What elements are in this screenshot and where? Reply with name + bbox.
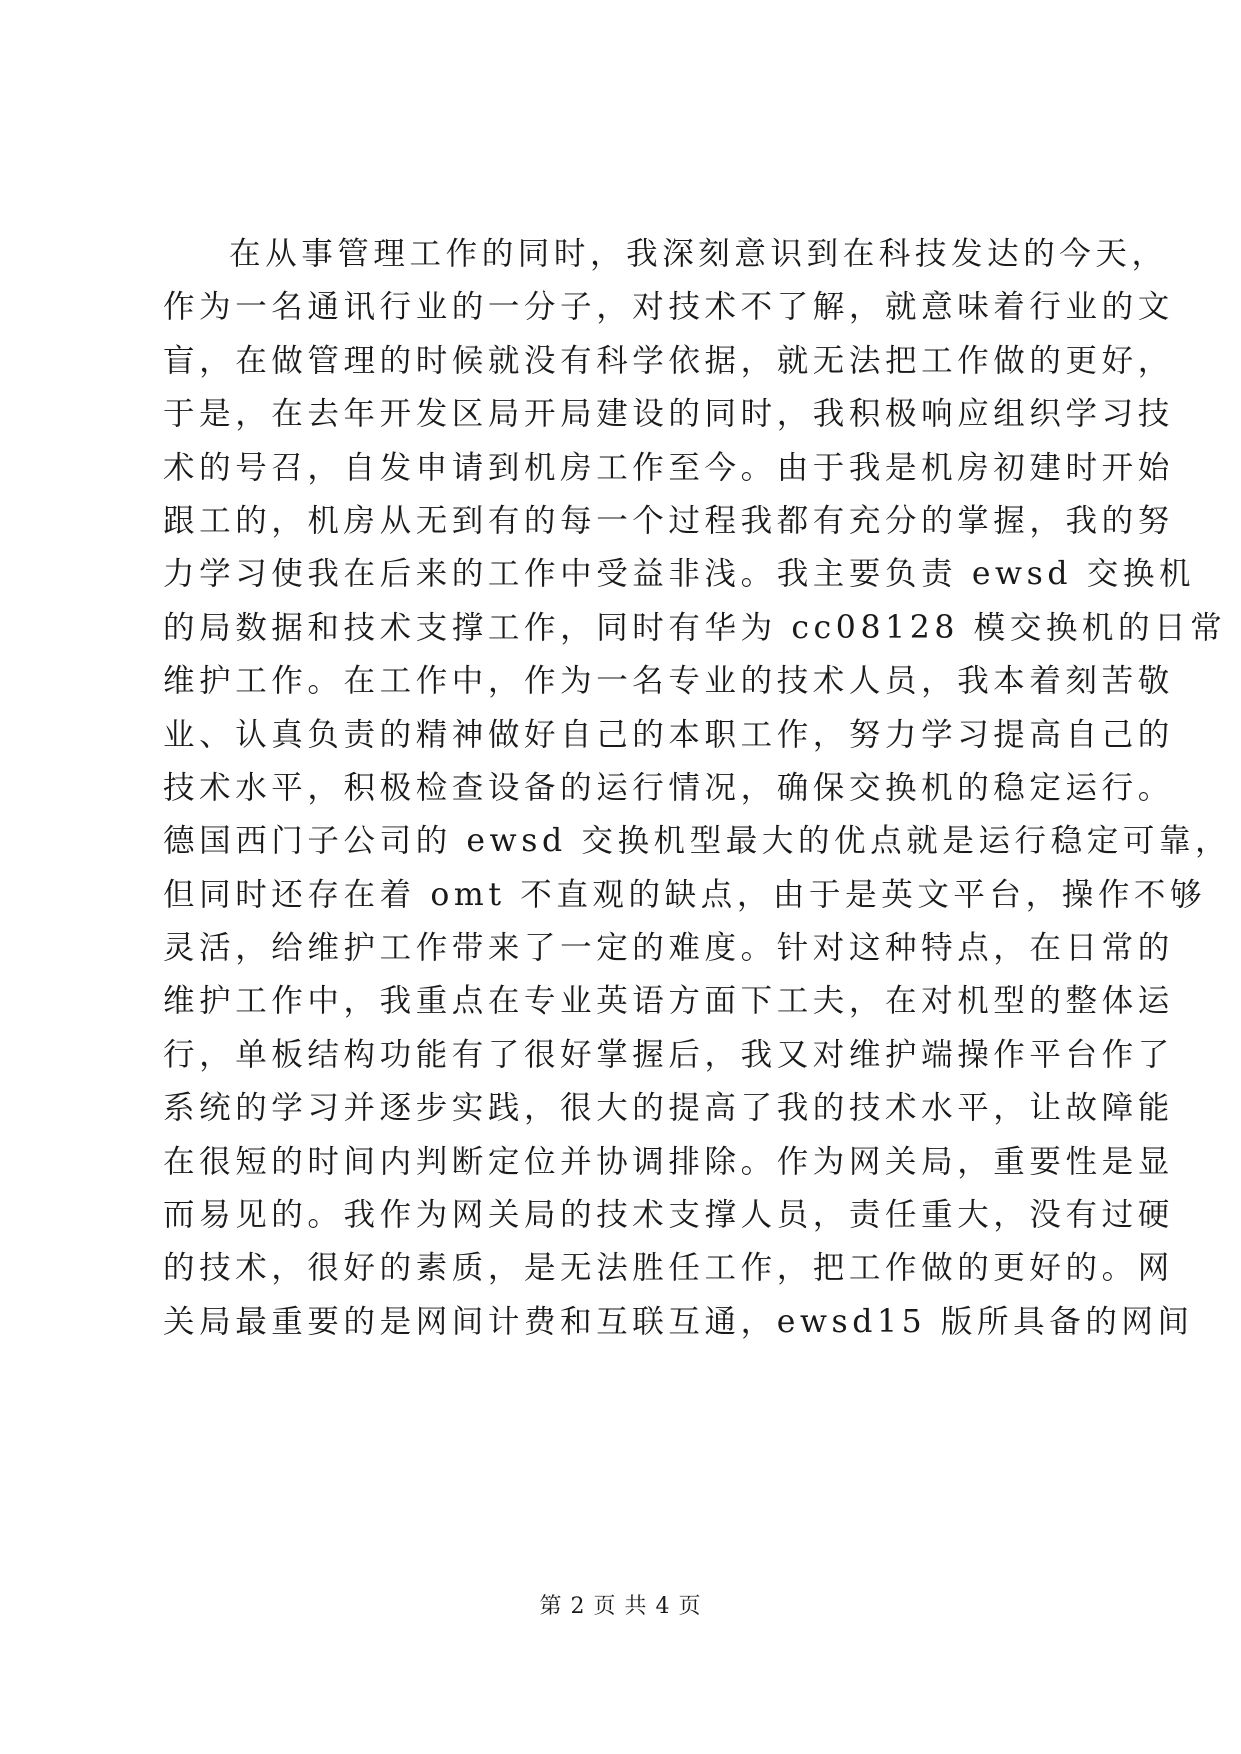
text-line: 的局数据和技术支撑工作，同时有华为 cc08128 模交换机的日常 bbox=[163, 609, 1227, 646]
text-line: 系统的学习并逐步实践，很大的提高了我的技术水平，让故障能 bbox=[163, 1090, 1174, 1127]
text-line: 关局最重要的是网间计费和互联互通，ewsd15 版所具备的网间 bbox=[163, 1303, 1194, 1340]
body-paragraph bbox=[163, 228, 1232, 1349]
page-number: 第 2 页 共 4 页 bbox=[539, 1594, 702, 1619]
text-line: 维护工作中，我重点在专业英语方面下工夫，在对机型的整体运 bbox=[163, 983, 1174, 1020]
text-line: 行，单板结构功能有了很好掌握后，我又对维护端操作平台作了 bbox=[163, 1036, 1174, 1073]
text-line: 盲，在做管理的时候就没有科学依据，就无法把工作做的更好， bbox=[163, 342, 1174, 379]
text-line: 技术水平，积极检查设备的运行情况，确保交换机的稳定运行。 bbox=[163, 769, 1174, 806]
text-line: 而易见的。我作为网关局的技术支撑人员，责任重大，没有过硬 bbox=[163, 1197, 1174, 1234]
text-line: 维护工作。在工作中，作为一名专业的技术人员，我本着刻苦敬 bbox=[163, 663, 1174, 700]
text-line: 德国西门子公司的 ewsd 交换机型最大的优点就是运行稳定可靠， bbox=[163, 823, 1232, 860]
text-line: 灵活，给维护工作带来了一定的难度。针对这种特点，在日常的 bbox=[163, 930, 1174, 967]
text-line: 于是，在去年开发区局开局建设的同时，我积极响应组织学习技 bbox=[163, 396, 1174, 433]
text-line: 的技术，很好的素质，是无法胜任工作，把工作做的更好的。网 bbox=[163, 1250, 1174, 1287]
text-line: 在很短的时间内判断定位并协调排除。作为网关局，重要性是显 bbox=[163, 1143, 1174, 1180]
text-line: 跟工的，机房从无到有的每一个过程我都有充分的掌握，我的努 bbox=[163, 502, 1174, 539]
text-line: 力学习使我在后来的工作中受益非浅。我主要负责 ewsd 交换机 bbox=[163, 556, 1196, 593]
text-line: 在从事管理工作的同时，我深刻意识到在科技发达的今天， bbox=[229, 236, 1168, 272]
text-line: 业、认真负责的精神做好自己的本职工作，努力学习提高自己的 bbox=[163, 716, 1174, 753]
page-footer bbox=[0, 1592, 1241, 1622]
text-line: 但同时还存在着 omt 不直观的缺点，由于是英文平台，操作不够 bbox=[163, 876, 1207, 913]
text-line: 作为一名通讯行业的一分子，对技术不了解，就意味着行业的文 bbox=[163, 289, 1174, 326]
text-line: 术的号召，自发申请到机房工作至今。由于我是机房初建时开始 bbox=[163, 449, 1174, 486]
